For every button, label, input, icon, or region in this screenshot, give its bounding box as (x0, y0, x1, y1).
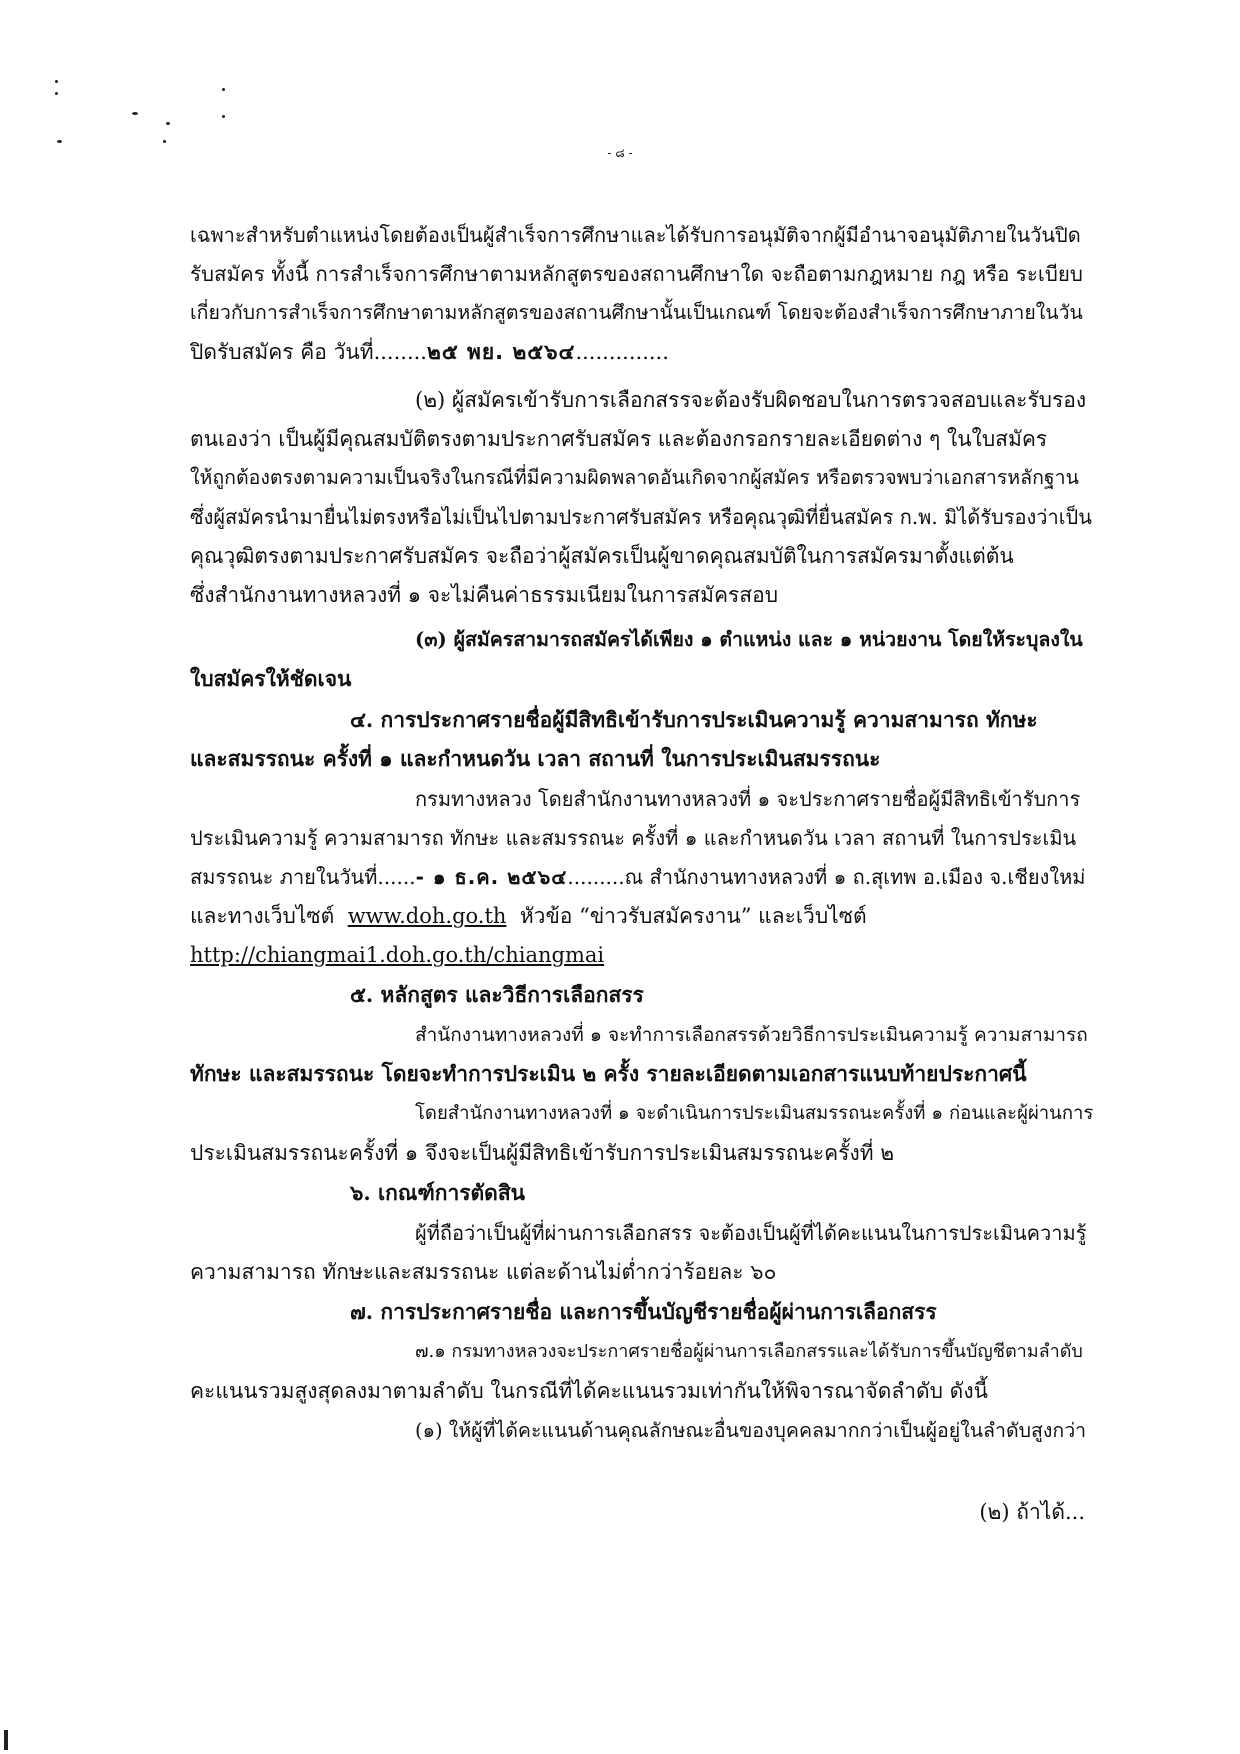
paragraph-line: (๒) ผู้สมัครเข้ารับการเลือกสรรจะต้องรับผิดชอบในการตรวจสอบและรับรอง (415, 388, 1087, 412)
paragraph-line: รับสมัคร ทั้งนี้ การสำเร็จการศึกษาตามหลักสูตรของสถานศึกษาใด จะถือตามกฎหมาย กฎ หรือ ระเบียบ (190, 262, 1083, 286)
closing-date-handwritten: ๒๕ พย. ๒๕๖๔ (426, 340, 576, 364)
scan-speck (166, 122, 170, 125)
paragraph-line: เกี่ยวกับการสำเร็จการศึกษาตามหลักสูตรของสถานศึกษานั้นเป็นเกณฑ์ โดยจะต้องสำเร็จการศึกษาภายในวัน (190, 301, 1083, 324)
fill-dots: ......... (567, 865, 625, 889)
website-link[interactable]: www.doh.go.th (347, 904, 507, 928)
paragraph-line: ตนเองว่า เป็นผู้มีคุณสมบัติตรงตามประกาศรับสมัคร และต้องกรอกรายละเอียดต่าง ๆ ในใบสมัคร (190, 427, 1048, 451)
paragraph-line: (๓) ผู้สมัครสามารถสมัครได้เพียง ๑ ตำแหน่ง และ ๑ หน่วยงาน โดยให้ระบุลงใน (415, 628, 1083, 651)
scan-speck (4, 1730, 8, 1750)
paragraph-line: คะแนนรวมสูงสุดลงมาตามลำดับ ในกรณีที่ได้คะแนนรวมเท่ากันให้พิจารณาจัดลำดับ ดังนี้ (190, 1379, 988, 1403)
paragraph-line: เฉพาะสำหรับตำแหน่งโดยต้องเป็นผู้สำเร็จการศึกษาและได้รับการอนุมัติจากผู้มีอำนาจอนุมัติภายในวันปิด (190, 223, 1081, 247)
paragraph-line: ซึ่งผู้สมัครนำมายื่นไม่ตรงหรือไม่เป็นไปตามประกาศรับสมัคร หรือคุณวุฒิที่ยื่นสมัคร ก.พ. มิได้รับรองว่าเป็น (190, 505, 1092, 529)
section-heading: ๕. หลักสูตร และวิธีการเลือกสรร (350, 982, 644, 1007)
website-link-2[interactable]: http://chiangmai1.doh.go.th/chiangmai (190, 943, 605, 967)
website-label: และทางเว็บไซต์ (190, 904, 335, 928)
closing-date-line (190, 337, 669, 367)
paragraph-line: ประเมินความรู้ ความสามารถ ทักษะ และสมรรถนะ ครั้งที่ ๑ และกำหนดวัน เวลา สถานที่ ในการประเมิน (190, 826, 1077, 850)
website-topic: หัวข้อ “ข่าวรับสมัครงาน” และเว็บไซต์ (519, 904, 867, 928)
paragraph-line: ความสามารถ ทักษะและสมรรถนะ แต่ละด้านไม่ต่ำกว่าร้อยละ ๖๐ (190, 1260, 777, 1284)
page-number: - ๘ - (607, 146, 633, 160)
section-heading: และสมรรถนะ ครั้งที่ ๑ และกำหนดวัน เวลา สถานที่ ในการประเมินสมรรถนะ (190, 746, 881, 771)
section-heading: ๗. การประกาศรายชื่อ และการขึ้นบัญชีรายชื่อผู้ผ่านการเลือกสรร (350, 1299, 937, 1324)
paragraph-line: ผู้ที่ถือว่าเป็นผู้ที่ผ่านการเลือกสรร จะต้องเป็นผู้ที่ได้คะแนนในการประเมินความรู้ (415, 1221, 1087, 1245)
fill-dots: .............. (575, 340, 669, 364)
paragraph-line: สำนักงานทางหลวงที่ ๑ จะทำการเลือกสรรด้วยวิธีการประเมินความรู้ ความสามารถ (415, 1024, 1088, 1046)
paragraph-line: ประเมินสมรรถนะครั้งที่ ๑ จึงจะเป็นผู้มีสิทธิเข้ารับการประเมินสมรรถนะครั้งที่ ๒ (190, 1141, 895, 1165)
paragraph-line: กรมทางหลวง โดยสำนักงานทางหลวงที่ ๑ จะประกาศรายชื่อผู้มีสิทธิเข้ารับการ (415, 787, 1081, 811)
fill-dots: ...... (377, 865, 416, 889)
closing-date-label: ปิดรับสมัคร คือ วันที่ (190, 340, 374, 364)
paragraph-line: ทักษะ และสมรรถนะ โดยจะทำการประเมิน ๒ ครั้ง รายละเอียดตามเอกสารแนบท้ายประกาศนี้ (190, 1061, 1027, 1086)
scan-speck (55, 92, 58, 95)
scan-speck (222, 115, 225, 118)
section-heading: ๔. การประกาศรายชื่อผู้มีสิทธิเข้ารับการประเมินความรู้ ความสามารถ ทักษะ (350, 707, 1038, 732)
paragraph-line: ให้ถูกต้องตรงตามความเป็นจริงในกรณีที่มีความผิดพลาดอันเกิดจากผู้สมัคร หรือตรวจพบว่าเอกสารหลักฐาน (190, 466, 1079, 489)
paragraph-line: ใบสมัครให้ชัดเจน (190, 666, 352, 691)
continuation-marker: (๒) ถ้าได้... (979, 1500, 1085, 1524)
paragraph-line: คุณวุฒิตรงตามประกาศรับสมัคร จะถือว่าผู้สมัครเป็นผู้ขาดคุณสมบัติในการสมัครมาตั้งแต่ต้น (190, 544, 1014, 568)
website-line-2 (190, 940, 604, 970)
fill-dots: ........ (373, 340, 427, 364)
scan-speck (132, 112, 138, 115)
paragraph-line: ซึ่งสำนักงานทางหลวงที่ ๑ จะไม่คืนค่าธรรมเนียมในการสมัครสอบ (190, 583, 779, 607)
announce-location: ณ สำนักงานทางหลวงที่ ๑ ถ.สุเทพ อ.เมือง จ.เชียงใหม่ (624, 865, 1086, 889)
paragraph-line: (๑) ให้ผู้ที่ได้คะแนนด้านคุณลักษณะอื่นของบุคคลมากกว่าเป็นผู้อยู่ในลำดับสูงกว่า (415, 1419, 1087, 1442)
announce-date-label: สมรรถนะ ภายในวันที่ (190, 865, 378, 889)
scan-speck (55, 80, 58, 83)
paragraph-line: โดยสำนักงานทางหลวงที่ ๑ จะดำเนินการประเมินสมรรถนะครั้งที่ ๑ ก่อนและผู้ผ่านการ (415, 1103, 1094, 1124)
announce-date-handwritten: - ๑ ธ.ค. ๒๕๖๔ (415, 865, 568, 889)
scan-speck (222, 88, 225, 91)
section-heading: ๖. เกณฑ์การตัดสิน (350, 1180, 525, 1205)
website-line (190, 901, 867, 931)
paragraph-line: ๗.๑ กรมทางหลวงจะประกาศรายชื่อผู้ผ่านการเลือกสรรและได้รับการขึ้นบัญชีตามลำดับ (415, 1341, 1083, 1362)
announce-date-line (190, 862, 1086, 892)
